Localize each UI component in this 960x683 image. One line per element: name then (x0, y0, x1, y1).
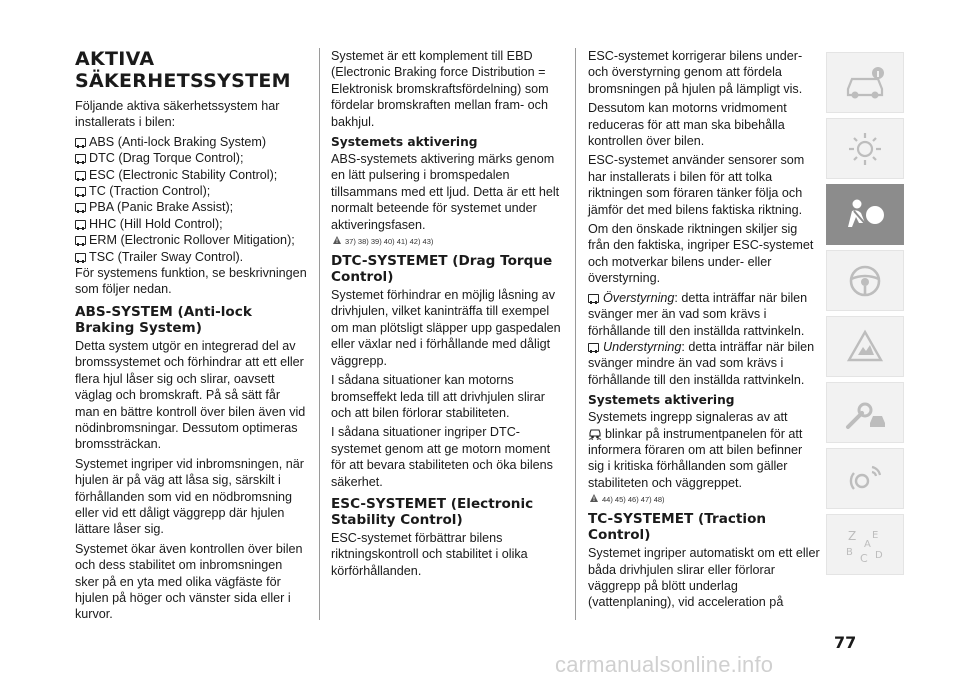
car-info-icon (842, 63, 888, 103)
bullet-icon (75, 138, 86, 147)
dashboard-lights-icon (842, 129, 888, 169)
alphabet-index-icon (842, 525, 888, 565)
esc-paragraph-4: ESC-systemet använder sensorer som har installerats i bilen för att tolka riktningen som föraren tänker följa och jämför det med bilens faktiska riktning. (588, 153, 805, 217)
ebd-paragraph: Systemet är ett komplement till EBD (Electronic Braking force Distribution = Elektronisk bromskraftsfördelning) som fördelar bromskraften mellan fram- och bakhjul. (331, 49, 549, 129)
list-item: PBA (Panic Brake Assist); (75, 199, 307, 215)
bullet-icon (588, 294, 599, 303)
dtc-paragraph-2: I sådana situationer kan motorns bromseffekt leda till att drivhjulen slirar och att bilen förlorar stabiliteten. (331, 373, 545, 420)
bullet-icon (75, 253, 86, 262)
column-3 (588, 48, 820, 614)
bullet-icon (75, 171, 86, 180)
page-number: 77 (834, 633, 857, 652)
svg-text:D: D (875, 549, 883, 561)
column-2 (331, 48, 563, 582)
tab-safety[interactable] (826, 184, 904, 245)
tab-emergency[interactable] (826, 316, 904, 377)
watermark: carmanualsonline.info (555, 652, 774, 677)
bullet-icon (75, 187, 86, 196)
satellite-media-icon (842, 459, 888, 499)
abs-paragraph-2: Systemet ingriper vid inbromsningen, när hjulen är på väg att låsa sig, särskilt i förhållanden som vid en nödbromsning eller vid ett dåligt väggrepp där hjulen lättare låser sig. (75, 456, 304, 537)
list-item: ERM (Electronic Rollover Mitigation); (75, 232, 307, 248)
tab-maintenance[interactable] (826, 382, 904, 443)
steering-list (588, 290, 820, 388)
chapter-tabs (826, 52, 904, 580)
list-item: TSC (Trailer Sway Control). (75, 249, 307, 265)
esc-activation-paragraph: Systemets ingrepp signaleras av att blinkar på instrumentpanelen för att informera föraren om att bilen befinner sig i kritiska förhållanden som gäller stabiliteten och väggreppet. (588, 410, 803, 490)
warning-references: ! 37) 38) 39) 40) 41) 42) 43) (331, 236, 563, 247)
column-1 (75, 48, 307, 626)
intro-paragraph: Följande aktiva säkerhetssystem har installerats i bilen: (75, 99, 280, 130)
list-item: Överstyrning: detta inträffar när bilen svänger mer än vad som krävs i förhållande till den inställda rattvinkeln. (588, 290, 808, 338)
warning-triangle-icon (590, 494, 598, 502)
tab-multimedia[interactable] (826, 448, 904, 509)
tab-index[interactable] (826, 514, 904, 575)
tab-dashboard[interactable] (826, 118, 904, 179)
svg-text:A: A (864, 538, 871, 550)
abs-paragraph-1: Detta system utgör en integrerad del av bromssystemet och förhindrar att ett eller flera hjul låser sig och slirar, oavsett väglag och bromskraft. På så sätt får man en bättre kontroll över bilen även vid nödinbromsningar. Dessutom optimeras bromssträckan. (75, 338, 306, 452)
bullet-icon (75, 203, 86, 212)
bullet-icon (75, 236, 86, 245)
bullet-icon (75, 154, 86, 163)
tc-paragraph: Systemet ingriper automatiskt om ett eller båda drivhjulen slirar eller förlorar väggrepp på blött underlag (vattenplaning), vid acceleration på (588, 546, 820, 610)
svg-text:B: B (846, 546, 853, 558)
warning-triangle-icon (333, 236, 341, 244)
tab-starting-driving[interactable] (826, 250, 904, 311)
safety-airbag-icon (842, 195, 888, 235)
bullet-icon (75, 220, 86, 229)
abs-activation-paragraph: ABS-systemets aktivering märks genom en lätt pulsering i bromspedalen tillsammans med ett ljud. Detta är ett helt normalt beteende för systemet under aktiveringsfasen. (331, 152, 560, 232)
warning-triangle-icon (842, 327, 888, 367)
esc-paragraph-3: Dessutom kan motorns vridmoment reduceras för att man ska bibehålla kontrollen över bilen. (588, 101, 787, 149)
dtc-paragraph-1: Systemet förhindrar en möjlig låsning av drivhjulen, vilket kaninträffa till exempel om man plötsligt släpper upp gaspedalen eller växlar ned i förhållande med dåligt väggrepp. (331, 288, 561, 368)
wrench-car-icon (842, 393, 888, 433)
outro-paragraph: För systemens funktion, se beskrivningen som följer nedan. (75, 266, 307, 297)
system-list (75, 134, 307, 265)
column-divider (575, 48, 576, 620)
dtc-paragraph-3: I sådana situationer ingriper DTC-systemet genom att ge motorn moment för att bevara stabiliteten och öka bilens säkerhet. (331, 425, 553, 489)
bullet-icon (588, 343, 599, 352)
esc-paragraph-5: Om den önskade riktningen skiljer sig från den faktiska, ingriper ESC-systemet och motverkar bilens under- eller överstyrning. (588, 222, 814, 286)
esc-heading: ESC-SYSTEMET (Electronic Stability Control) (331, 495, 534, 528)
esc-paragraph-1: ESC-systemet förbättrar bilens riktningskontroll och stabilitet i olika körförhållanden. (331, 530, 528, 578)
page-title: AKTIVA SÄKERHETSSYSTEM (75, 48, 291, 92)
abs-heading: ABS-SYSTEM (Anti-lock Braking System) (75, 303, 252, 336)
warning-references: ! 44) 45) 46) 47) 48) (588, 494, 820, 505)
column-divider (319, 48, 320, 620)
dtc-heading: DTC-SYSTEMET (Drag Torque Control) (331, 253, 553, 286)
list-item: DTC (Drag Torque Control); (75, 150, 307, 166)
list-item: HHC (Hill Hold Control); (75, 216, 307, 232)
list-item: TC (Traction Control); (75, 183, 307, 199)
steering-wheel-icon (842, 261, 888, 301)
svg-text:C: C (860, 551, 868, 565)
svg-text:E: E (872, 529, 879, 541)
list-item: ABS (Anti-lock Braking System) (75, 134, 307, 150)
esc-paragraph-2: ESC-systemet korrigerar bilens under- och överstyrning genom att fördela bromsningen på hjulen på lämpligt vis. (588, 49, 803, 96)
abs-activation-heading: Systemets aktivering (331, 135, 478, 150)
esc-warning-lamp-icon (588, 428, 602, 440)
esc-activation-heading: Systemets aktivering (588, 393, 735, 408)
tab-car-info[interactable] (826, 52, 904, 113)
svg-text:Z: Z (848, 528, 857, 543)
abs-paragraph-3: Systemet ökar även kontrollen över bilen och dess stabilitet om inbromsningen sker på en yta med olika vägfäste för hjulen på höger och vänster sida eller i kurvor. (75, 541, 303, 622)
list-item: Understyrning: detta inträffar när bilen svänger mindre än vad som krävs i förhållande till den inställda rattvinkeln. (588, 339, 815, 387)
tc-heading: TC-SYSTEMET (Traction Control) (588, 511, 767, 544)
list-item: ESC (Electronic Stability Control); (75, 167, 307, 183)
